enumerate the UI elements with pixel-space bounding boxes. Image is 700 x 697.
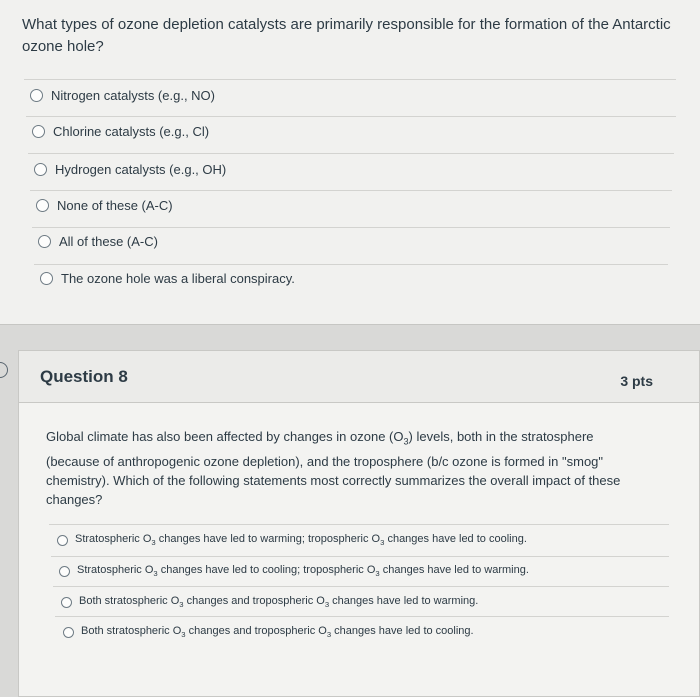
option-label: Hydrogen catalysts (e.g., OH) [55,162,227,177]
option-label: Both stratospheric $O_3$ changes and tropospheric $O_3$ changes have led to warming. [79,595,479,610]
question-7-panel [0,0,700,325]
question-8-body [18,402,700,697]
option-label: All of these (A-C) [59,234,158,249]
option-divider [32,227,670,228]
radio-button[interactable] [34,163,47,176]
question-points: 3 pts [620,373,653,389]
q8-option-a[interactable] [57,533,527,547]
option-divider [24,79,676,80]
q7-option-none[interactable] [36,198,173,213]
radio-button[interactable] [32,125,45,138]
q7-option-all[interactable] [38,234,158,249]
option-divider [51,556,669,557]
q7-option-nitrogen[interactable] [30,88,215,103]
option-label: The ozone hole was a liberal conspiracy. [61,271,295,286]
q7-option-hydrogen[interactable] [34,162,226,177]
q7-option-conspiracy[interactable] [40,271,295,286]
radio-button[interactable] [57,535,68,546]
question-7-prompt: What types of ozone depletion catalysts are primarily responsible for the formation of the Antarctic ozone hole? [22,16,671,55]
radio-button[interactable] [36,199,49,212]
radio-button[interactable] [59,566,70,577]
radio-button[interactable] [63,627,74,638]
option-label: None of these (A-C) [57,198,173,213]
radio-button[interactable] [30,89,43,102]
option-label: Stratospheric $O_3$ changes have led to cooling; tropospheric $O_3$ changes have led to warming. [77,564,529,579]
option-divider [30,190,672,191]
option-divider [26,116,676,117]
option-divider [55,616,669,617]
option-label: Chlorine catalysts (e.g., Cl) [53,124,210,139]
option-divider [28,153,674,154]
q8-option-d[interactable] [63,625,474,639]
question-title: Question 8 [40,367,128,386]
option-divider [34,264,668,265]
option-label: Stratospheric $O_3$ changes have led to warming; tropospheric $O_3$ changes have led to cooling. [75,533,527,548]
option-label: Nitrogen catalysts (e.g., NO) [51,88,215,103]
question-8-prompt: Global climate has also been affected by changes in ozone $(O_3)$ levels, both in the stratosphere (because of anthropogenic ozone depletion), and the troposphere (b/c ozone is formed in "smog" chemistry). Which of the following statements most correctly summarizes the overall impact of these changes? [46,429,621,507]
option-divider [53,586,669,587]
option-divider [49,524,669,525]
q8-option-c[interactable] [61,595,478,609]
radio-button[interactable] [38,235,51,248]
q8-option-b[interactable] [59,564,529,578]
q7-option-chlorine[interactable] [32,124,209,139]
question-marker-icon [0,362,8,378]
radio-button[interactable] [40,272,53,285]
radio-button[interactable] [61,597,72,608]
question-8-header [18,350,700,402]
option-label: Both stratospheric $O_3$ changes and tropospheric $O_3$ changes have led to cooling. [81,625,474,640]
